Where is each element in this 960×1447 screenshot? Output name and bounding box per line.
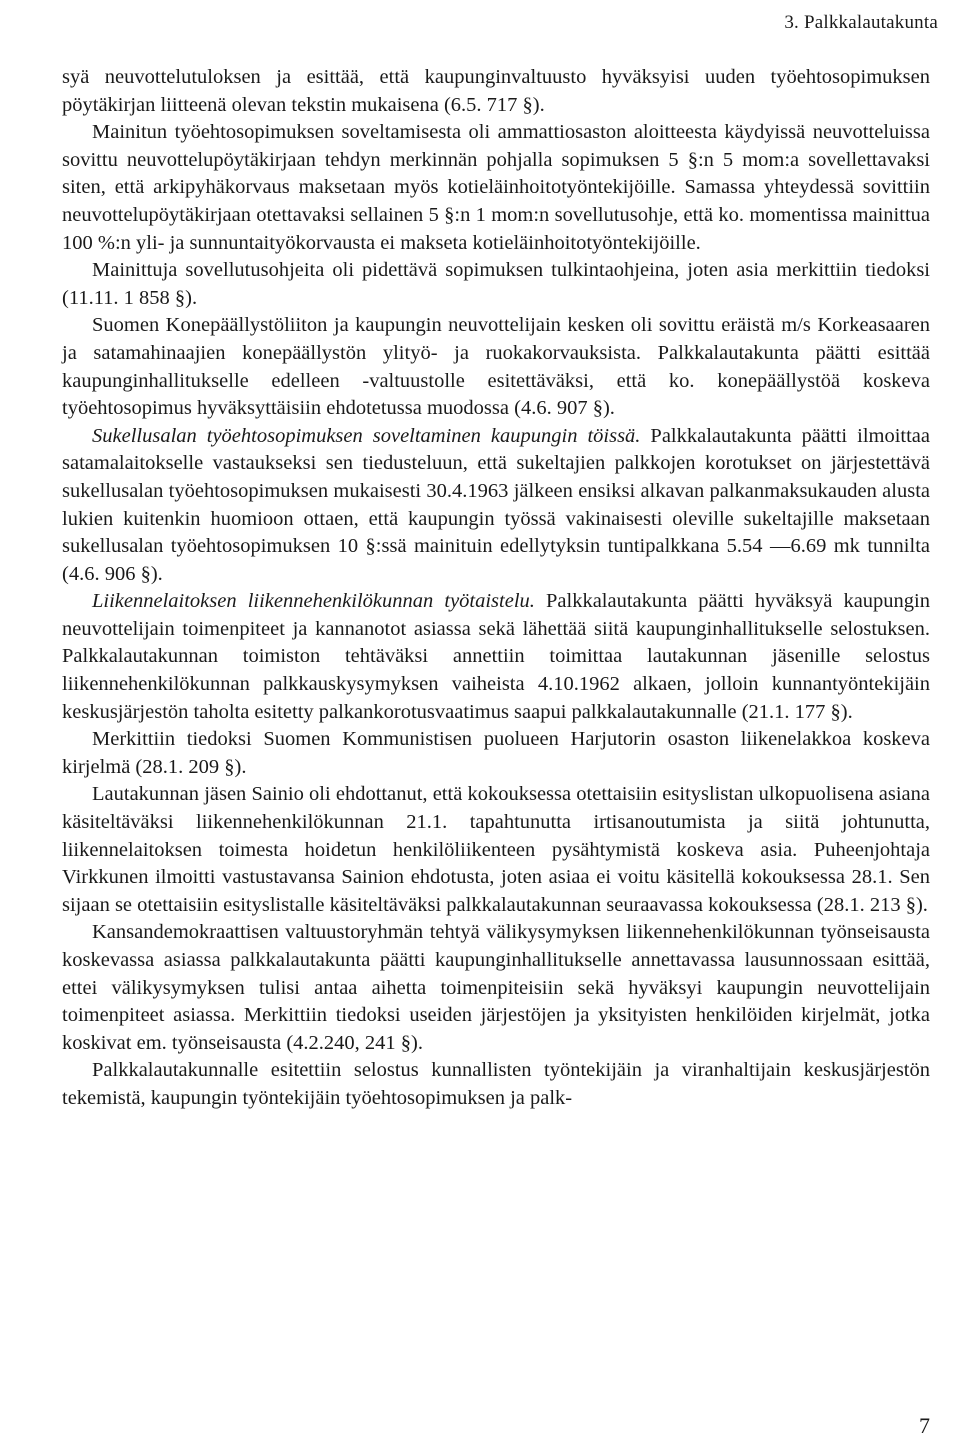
paragraph <box>62 588 930 726</box>
paragraph-text: Merkittiin tiedoksi Suomen Kommunistisen puolueen Harjutorin osaston liikenelakkoa koskeva kirjelmä (28.1. 209 §). <box>62 728 930 778</box>
paragraph-text: Palkkalautakunnalle esitettiin selostus kunnallisten työntekijäin ja viranhaltijain keskusjärjestön tekemistä, kaupungin työntekijäin työehtosopimuksen ja palk- <box>62 1059 930 1109</box>
paragraph <box>62 64 930 119</box>
paragraph <box>62 312 930 422</box>
paragraph-text: Palkkalautakunta päätti ilmoittaa satamalaitokselle vastaukseksi sen tiedusteluun, että sukeltajien palkkojen korotukset on järjestettävä sukellusalan työehtosopimuksen mukaisesti 30.4.1963 jälkeen ensiksi alkavan palkanmaksukauden alusta lukien kuitenkin huomioon ottaen, että kaupungin työssä vakinaisesti oleville sukeltajille maksetaan sukellusalan työehtosopimuksen 10 §:ssä mainituin edellytyksin tuntipalkkana 5.54 —6.69 mk tunnilta (4.6. 906 §). <box>62 424 930 585</box>
paragraph <box>62 257 930 312</box>
paragraph <box>62 919 930 1057</box>
paragraph <box>62 423 930 589</box>
section-heading: Liikennelaitoksen liikennehenkilökunnan työtaistelu. <box>92 590 535 613</box>
paragraph <box>62 726 930 781</box>
page-body <box>62 64 930 1113</box>
page-number: 7 <box>919 1413 930 1438</box>
paragraph-text: Mainittuja sovellutusohjeita oli pidettävä sopimuksen tulkintaohjeina, joten asia merkittiin tiedoksi (11.11. 1 858 §). <box>62 259 930 309</box>
paragraph-text: Kansandemokraattisen valtuustoryhmän tehtyä välikysymyksen liikennehenkilökunnan työnseisausta koskevassa asiassa palkkalautakunta päätti kaupunginhallitukselle annettavassa lausunnossaan esittää, ettei välikysymyksen tulisi antaa aihetta toimenpiteisiin sekä hyväksyi kaupungin neuvottelijain toimenpiteet asiassa. Merkittiin tiedoksi useiden järjestöjen ja yksityisten henkilöiden kirjelmät, jotka koskivat em. työnseisausta (4.2.240, 241 §). <box>62 921 930 1054</box>
paragraph <box>62 119 930 257</box>
paragraph-text: Lautakunnan jäsen Sainio oli ehdottanut, että kokouksessa otettaisiin esityslistan ulkopuolisena asiana käsiteltäväksi liikennehenkilökunnan 21.1. tapahtunutta irtisanoutumista ja siitä johtunutta, liikennelaitoksen toimesta hoidetun henkilöliikenteen pysähtymistä koskeva asia. Puheenjohtaja Virkkunen ilmoitti vastustavansa Sainion ehdotusta, joten asiaa ei voitu käsitellä kokouksessa 28.1. Sen sijaan se otettaisiin esityslistalle käsiteltäväksi palkkalautakunnan seuraavassa kokouksessa (28.1. 213 §). <box>62 783 930 916</box>
paragraph-text: Mainitun työehtosopimuksen soveltamisesta oli ammattiosaston aloitteesta käydyissä neuvotteluissa sovittu neuvottelupöytäkirjaan tehdyn merkinnän pohjalla sopimuksen 5 §:n 5 mom:a sovellettavaksi siten, että arkipyhäkorvaus maksetaan myös kotieläinhoitotyöntekijöille. Samassa yhteydessä sovittiin neuvottelupöytäkirjaan otettavaksi sellainen 5 §:n 1 mom:n sovellutusohje, että ko. momentissa mainittua 100 %:n yli- ja sunnuntaityökorvausta ei makseta kotieläinhoitotyöntekijöille. <box>62 121 930 254</box>
paragraph <box>62 1057 930 1112</box>
paragraph-text: Palkkalautakunta päätti hyväksyä kaupungin neuvottelijain toimenpiteet ja kannanotot asiassa sekä lähettää siitä kaupunginhallitukselle selostuksen. Palkkalautakunnan toimiston tehtäväksi annettiin toimittaa lautakunnan jäsenille selostus liikennehenkilökunnan palkkauskysymyksen vaiheista 4.10.1962 alkaen, jolloin kunnantyöntekijäin keskusjärjestön taholta esitetty palkankorotusvaatimus saapui palkkalautakunnalle (21.1. 177 §). <box>62 590 931 723</box>
section-heading: Sukellusalan työehtosopimuksen soveltaminen kaupungin töissä. <box>92 424 641 447</box>
paragraph <box>62 781 930 919</box>
running-head: 3. Palkkalautakunta <box>784 12 938 33</box>
paragraph-text: syä neuvottelutuloksen ja esittää, että kaupunginvaltuusto hyväksyisi uuden työehtosopimuksen pöytäkirjan liitteenä olevan tekstin mukaisena (6.5. 717 §). <box>62 66 930 116</box>
paragraph-text: Suomen Konepäällystöliiton ja kaupungin neuvottelijain kesken oli sovittu eräistä m/s Korkeasaaren ja satamahinaajien konepäällystön ylityö- ja ruokakorvauksista. Palkkalautakunta päätti esittää kaupunginhallitukselle edelleen -valtuustolle esitettäväksi, että ko. konepäällystöä koskeva työehtosopimus hyväksyttäisiin ehdotetussa muodossa (4.6. 907 §). <box>62 314 930 420</box>
